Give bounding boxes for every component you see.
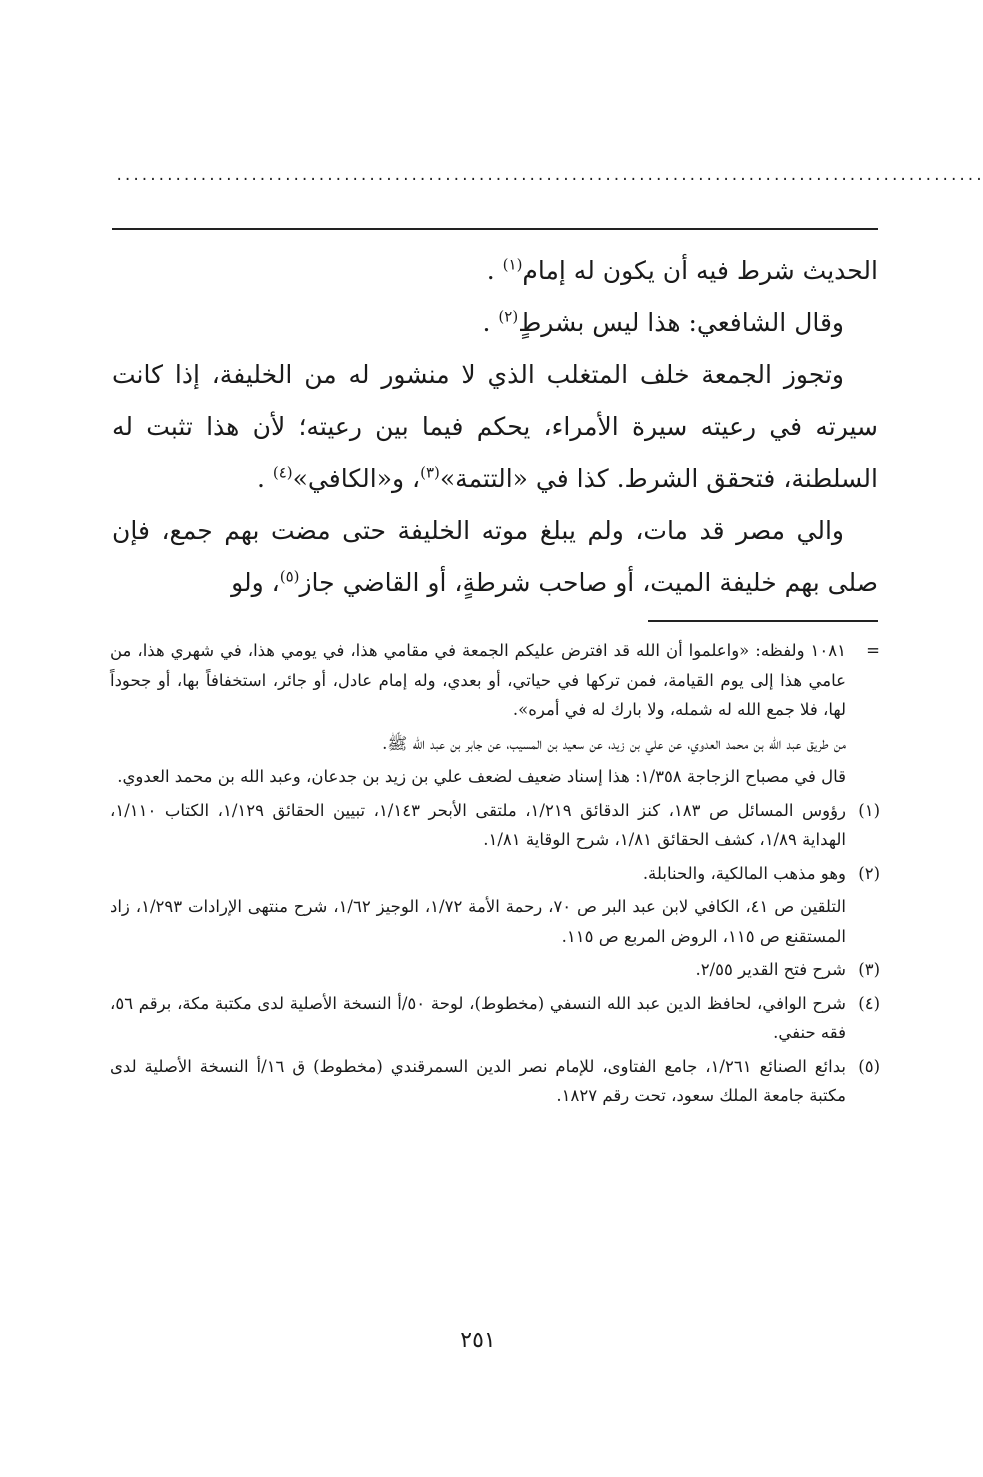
footnote-continued <box>110 636 880 792</box>
footnote-5 <box>110 1052 880 1111</box>
paragraph-4 <box>112 505 878 609</box>
footnote-2-number: (٢) <box>858 863 880 883</box>
footnote-ref-4: (٤) <box>272 463 293 482</box>
paragraph-4-text: والي مصر قد مات، ولم يبلغ موته الخليفة حتى مضت بهم جمع، فإن صلى بهم خليفة الميت، أو صاحب شرطةٍ، أو القاضي جاز <box>112 516 878 597</box>
top-rule <box>112 228 878 230</box>
footnote-ref-1: (١) <box>502 255 523 274</box>
footnotes <box>110 636 880 1115</box>
paragraph-3-end: . <box>256 464 265 493</box>
paragraph-1-text: الحديث شرط فيه أن يكون له إمام <box>522 256 878 285</box>
footnote-2-text-2: التلقين ص ٤١، الكافي لابن عبد البر ص ٧٠، رحمة الأمة ١/٧٢، الوجيز ١/٦٢، شرح منتهى الإرادات ١/٢٩٣، زاد المستقنع ص ١١٥، الروض المربع ص ١١٥. <box>110 897 846 946</box>
paragraph-2-text: وقال الشافعي: هذا ليس بشرطٍ <box>518 308 844 337</box>
footnote-continued-text-1: ١٠٨١ ولفظه: «واعلموا أن الله قد افترض عليكم الجمعة في مقامي هذا، في يومي هذا، في شهري هذا، من عامي هذا إلى يوم القيامة، فمن تركها في حياتي، أو بعدي، وله إمام عادل، أو جائر، استخفافاً بها، أو جحوداً لها، فلا جمع الله له شمله، ولا بارك له في أمره». <box>110 641 846 719</box>
footnote-5-text: بدائع الصنائع ١/٢٦١، جامع الفتاوى، للإمام نصر الدين السمرقندي (مخطوط) ق ١٦/أ النسخة الأصلية لدى مكتبة جامعة الملك سعود، تحت رقم ١٨٢٧. <box>110 1056 846 1105</box>
footnote-ref-3: (٣) <box>420 463 440 482</box>
footnote-3-number: (٣) <box>858 960 880 979</box>
paragraph-3-mid: ، و«الكافي» <box>292 464 421 493</box>
paragraph-1 <box>112 245 878 297</box>
paragraph-3-text: وتجوز الجمعة خلف المتغلب الذي لا منشور له من الخليفة، إذا كانت سيرته في رعيته سيرة الأمراء، يحكم فيما بين رعيته؛ لأن هذا تثبت له السلطنة، فتحقق الشرط. كذا في «التتمة» <box>112 360 878 493</box>
footnote-2-text-1: وهو مذهب المالكية، والحنابلة. <box>642 863 846 883</box>
paragraph-4-end: ، ولو <box>231 568 280 597</box>
footnote-ref-2: (٢) <box>498 307 519 326</box>
footnote-4-text: شرح الوافي، لحافظ الدين عبد الله النسفي (مخطوط)، لوحة ٥٠/أ النسخة الأصلية لدى مكتبة مكة، برقم ٥٦، فقه حنفي. <box>110 993 846 1042</box>
footnote-2 <box>110 859 880 952</box>
footnote-continued-marker: = <box>866 641 880 660</box>
footnote-continued-text-3: قال في مصباح الزجاجة ١/٣٥٨: هذا إسناد ضعيف لضعف علي بن زيد بن جدعان، وعبد الله بن محمد العدوي. <box>117 767 846 786</box>
footnote-rule <box>648 620 878 622</box>
ellipsis-separator: ....................................................................................................... <box>115 168 983 184</box>
footnote-1 <box>110 796 880 855</box>
footnote-3-text: شرح فتح القدير ٢/٥٥. <box>695 960 846 979</box>
footnote-4 <box>110 989 880 1048</box>
page-number: ٢٥١ <box>460 1328 496 1353</box>
footnote-ref-5: (٥) <box>279 567 300 586</box>
paragraph-2 <box>112 297 878 349</box>
main-text <box>112 245 878 609</box>
paragraph-1-end: . <box>486 256 495 285</box>
footnote-3 <box>110 955 880 985</box>
footnote-1-number: (١) <box>858 800 880 820</box>
paragraph-2-end: . <box>482 308 491 337</box>
paragraph-3 <box>112 349 878 505</box>
footnote-4-number: (٤) <box>858 993 880 1013</box>
footnote-1-text: رؤوس المسائل ص ١٨٣، كنز الدقائق ١/٢١٩، ملتقى الأبحر ١/١٤٣، تبيين الحقائق ١/١٢٩، الكتاب ١/١١٠، الهداية ١/٨٩، كشف الحقائق ١/٨١، شرح الوقاية ١/٨١. <box>110 800 847 849</box>
footnote-5-number: (٥) <box>858 1056 880 1076</box>
footnote-continued-text-2: من طريق عبد الله بن محمد العدوي، عن علي بن زيد، عن سعيد بن المسيب، عن جابر بن عبد الله ﷺ. <box>382 733 846 753</box>
